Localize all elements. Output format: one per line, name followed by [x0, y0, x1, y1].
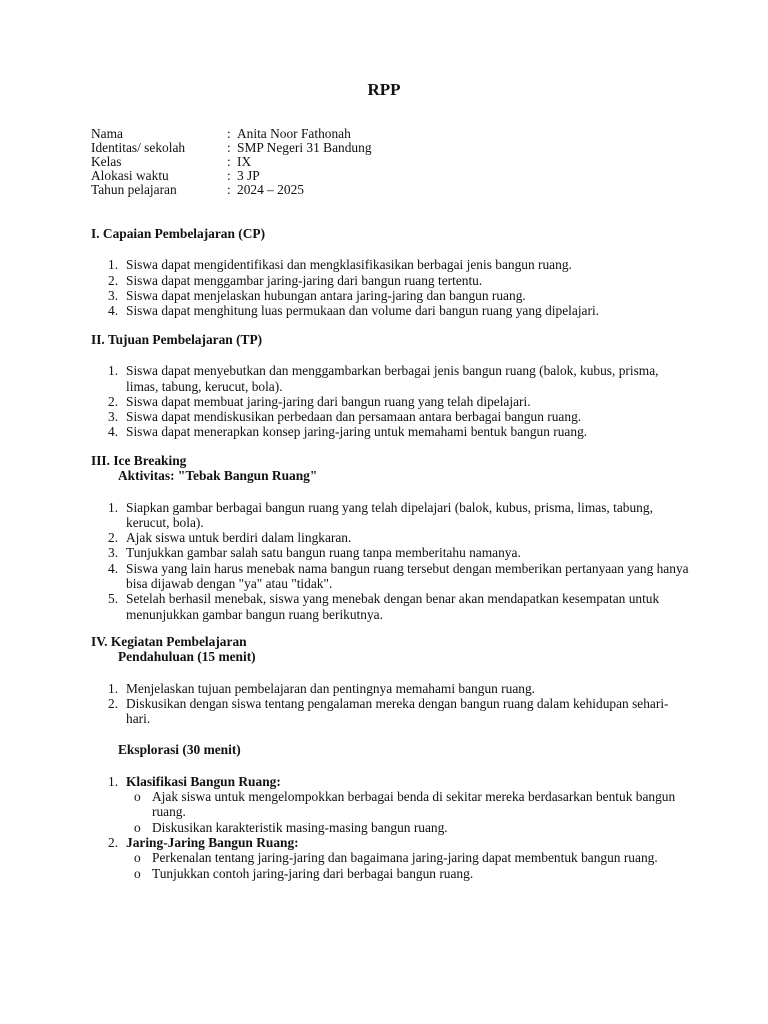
- eksplorasi-list: [91, 774, 691, 881]
- identity-label: Alokasi waktu: [91, 168, 169, 183]
- bullet: o: [134, 789, 141, 805]
- section-ice-breaking: [91, 453, 691, 622]
- list-item: 1. Menjelaskan tujuan pembelajaran dan pentingnya memahami bangun ruang.: [108, 680, 536, 696]
- identity-row-sekolah: [91, 141, 372, 155]
- identity-value: IX: [237, 154, 252, 169]
- item-label: Klasifikasi Bangun Ruang:: [126, 773, 281, 789]
- sub-list: [126, 789, 691, 835]
- section-heading: IV. Kegiatan Pembelajaran: [91, 634, 247, 649]
- identity-value: SMP Negeri 31 Bandung: [237, 140, 372, 155]
- bullet: o: [134, 865, 141, 881]
- identity-label: Identitas/ sekolah: [91, 140, 186, 155]
- sub-list-item: o Perkenalan tentang jaring-jaring dan bagaimana jaring-jaring dapat membentuk bangun ruang.: [134, 850, 658, 866]
- identity-label: Kelas: [91, 154, 122, 169]
- sub-list-item: o Diskusikan karakteristik masing-masing bangun ruang.: [134, 819, 448, 835]
- list-item: 2. Siswa dapat membuat jaring-jaring dari bangun ruang yang telah dipelajari.: [108, 393, 531, 409]
- list-item: 2. Diskusikan dengan siswa tentang pengalaman mereka dengan bangun ruang dalam kehidupan sehari-hari.: [108, 695, 669, 727]
- pendahuluan-list: [91, 681, 691, 727]
- identity-row-nama: [91, 127, 372, 141]
- identity-colon: :: [227, 126, 231, 141]
- section-tp: [91, 332, 691, 440]
- tp-list: [91, 363, 691, 439]
- section-cp: [91, 226, 691, 318]
- list-item: 3. Siswa dapat mendiskusikan perbedaan dan persamaan antara berbagai bangun ruang.: [108, 409, 582, 425]
- identity-label: Tahun pelajaran: [91, 182, 177, 197]
- item-label: Jaring-Jaring Bangun Ruang:: [126, 834, 299, 850]
- identity-row-alokasi: [91, 169, 372, 183]
- list-item: 1. Siswa dapat mengidentifikasi dan mengklasifikasikan berbagai jenis bangun ruang.: [108, 257, 572, 273]
- pendahuluan-title: Pendahuluan (15 menit): [118, 649, 256, 665]
- list-item: 4. Siswa yang lain harus menebak nama bangun ruang tersebut dengan memberikan pertanyaan yang hanya bisa dijawab dengan "ya" atau "tidak".: [108, 560, 689, 592]
- list-item: 1. Klasifikasi Bangun Ruang: o Ajak siswa untuk mengelompokkan berbagai benda di sekitar mereka berdasarkan bentuk bangun ruang. o Diskusikan karakteristik masing-masing bangun ruang.: [91, 774, 691, 835]
- identity-value: Anita Noor Fathonah: [237, 126, 351, 141]
- list-item: 2. Jaring-Jaring Bangun Ruang: o Perkenalan tentang jaring-jaring dan bagaimana jaring-jaring dapat membentuk bangun ruang. o Tunjukkan contoh jaring-jaring dari berbagai bangun ruang.: [91, 835, 691, 881]
- identity-row-kelas: [91, 155, 372, 169]
- list-item: 2. Siswa dapat menggambar jaring-jaring dari bangun ruang tertentu.: [108, 272, 483, 288]
- identity-value: 2024 – 2025: [237, 182, 304, 197]
- sub-list-item: o Ajak siswa untuk mengelompokkan berbagai benda di sekitar mereka berdasarkan bentuk bangun ruang.: [134, 789, 676, 820]
- sub-list-item: o Tunjukkan contoh jaring-jaring dari berbagai bangun ruang.: [134, 865, 474, 881]
- list-item: 3. Siswa dapat menjelaskan hubungan antara jaring-jaring dan bangun ruang.: [108, 287, 526, 303]
- section-heading: III. Ice Breaking: [91, 453, 187, 468]
- identity-colon: :: [227, 168, 231, 183]
- identity-value: 3 JP: [237, 168, 260, 183]
- list-item: 5. Setelah berhasil menebak, siswa yang menebak dengan benar akan mendapatkan kesempatan untuk menunjukkan gambar bangun ruang berikutnya.: [108, 591, 660, 622]
- list-item: 4. Siswa dapat menerapkan konsep jaring-jaring untuk memahami bentuk bangun ruang.: [108, 424, 588, 440]
- section-heading: II. Tujuan Pembelajaran (TP): [91, 332, 263, 347]
- identity-table: [91, 127, 372, 197]
- bullet: o: [134, 819, 141, 835]
- list-item: 4. Siswa dapat menghitung luas permukaan dan volume dari bangun ruang yang dipelajari.: [108, 303, 600, 319]
- identity-colon: :: [227, 154, 231, 169]
- identity-colon: :: [227, 182, 231, 197]
- identity-row-tahun: [91, 183, 372, 197]
- identity-label: Nama: [91, 126, 123, 141]
- activity-title: Aktivitas: "Tebak Bangun Ruang": [118, 468, 318, 484]
- list-item: 1. Siswa dapat menyebutkan dan menggambarkan berbagai jenis bangun ruang (balok, kubus, prisma, limas, tabung, kerucut, bola).: [108, 363, 659, 394]
- section-kegiatan: [91, 634, 691, 881]
- bullet: o: [134, 850, 141, 866]
- list-item: 1. Siapkan gambar berbagai bangun ruang yang telah dipelajari (balok, kubus, prisma, limas, tabung, kerucut, bola).: [108, 499, 653, 530]
- ice-list: [91, 500, 691, 622]
- identity-colon: :: [227, 140, 231, 155]
- section-heading: I. Capaian Pembelajaran (CP): [91, 226, 266, 241]
- document-title: RPP: [367, 80, 401, 99]
- sub-list: [126, 850, 691, 881]
- list-item: 3. Tunjukkan gambar salah satu bangun ruang tanpa memberitahu namanya.: [108, 545, 521, 561]
- list-item: 2. Ajak siswa untuk berdiri dalam lingkaran.: [108, 530, 352, 546]
- eksplorasi-title: Eksplorasi (30 menit): [118, 742, 241, 758]
- cp-list: [91, 257, 691, 318]
